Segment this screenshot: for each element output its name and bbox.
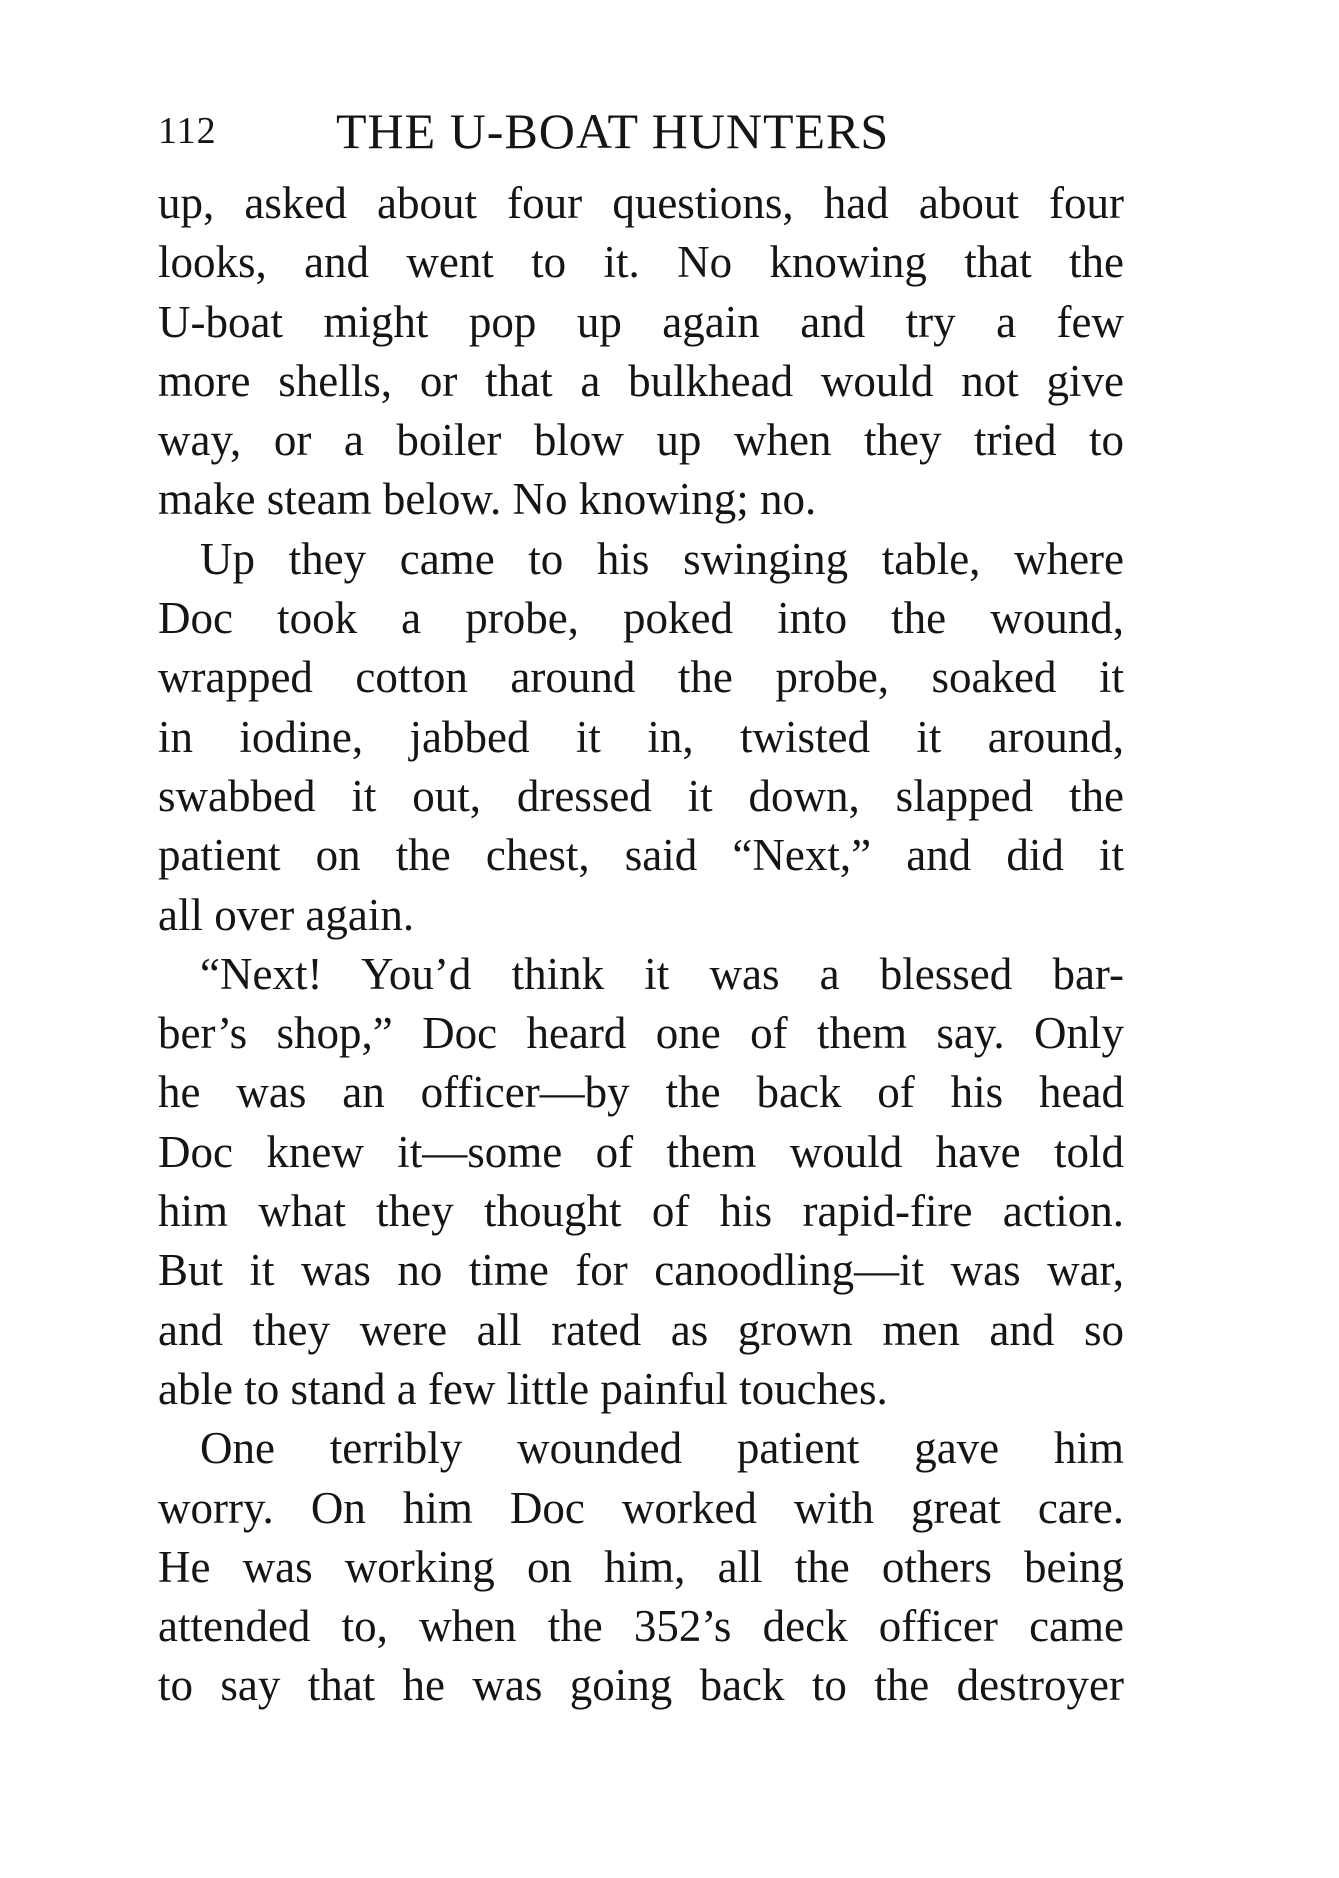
text-line: wrapped cotton around the probe, soaked it xyxy=(158,652,1124,703)
paragraph xyxy=(158,530,1124,945)
text-line: up, asked about four questions, had about four xyxy=(158,178,1124,228)
text-line: worry. On him Doc worked with great care. xyxy=(158,1482,1124,1533)
paragraph xyxy=(158,174,1124,530)
paragraph xyxy=(158,945,1124,1419)
text-line: Up they came to his swinging table, where xyxy=(200,533,1124,584)
text-line: and they were all rated as grown men and so xyxy=(158,1304,1124,1355)
page-number: 112 xyxy=(158,110,217,152)
paragraph xyxy=(158,1419,1124,1715)
text-line: all over again. xyxy=(158,889,415,940)
text-line: him what they thought of his rapid-fire action. xyxy=(158,1186,1124,1237)
text-line: But it was no time for canoodling—it was war, xyxy=(158,1245,1124,1296)
text-line: Doc took a probe, poked into the wound, xyxy=(158,593,1124,644)
book-title: THE U-BOAT HUNTERS xyxy=(336,103,890,159)
text-line: Doc knew it—some of them would have told xyxy=(158,1126,1124,1177)
text-line: He was working on him, all the others being xyxy=(158,1541,1124,1592)
text-line: in iodine, jabbed it in, twisted it around, xyxy=(158,711,1124,762)
text-line: more shells, or that a bulkhead would not give xyxy=(158,355,1124,406)
running-head xyxy=(158,100,1124,162)
text-line: make steam below. No knowing; no. xyxy=(158,474,817,525)
text-line: One terribly wounded patient gave him xyxy=(200,1423,1124,1474)
text-line: able to stand a few little painful touches. xyxy=(158,1363,888,1414)
text-line: way, or a boiler blow up when they tried to xyxy=(158,415,1124,466)
text-line: looks, and went to it. No knowing that the xyxy=(158,237,1124,288)
book-page xyxy=(158,100,1124,1716)
body-text xyxy=(158,174,1124,1716)
text-line: attended to, when the 352’s deck officer came xyxy=(158,1601,1124,1652)
text-line: swabbed it out, dressed it down, slapped the xyxy=(158,770,1124,821)
text-line: patient on the chest, said “Next,” and did it xyxy=(158,830,1124,881)
text-line: he was an officer—by the back of his head xyxy=(158,1067,1124,1118)
text-line: U-boat might pop up again and try a few xyxy=(158,296,1124,347)
text-line: “Next! You’d think it was a blessed bar- xyxy=(200,948,1124,999)
text-line: to say that he was going back to the destroyer xyxy=(158,1660,1124,1711)
text-line: ber’s shop,” Doc heard one of them say. Only xyxy=(158,1008,1124,1059)
